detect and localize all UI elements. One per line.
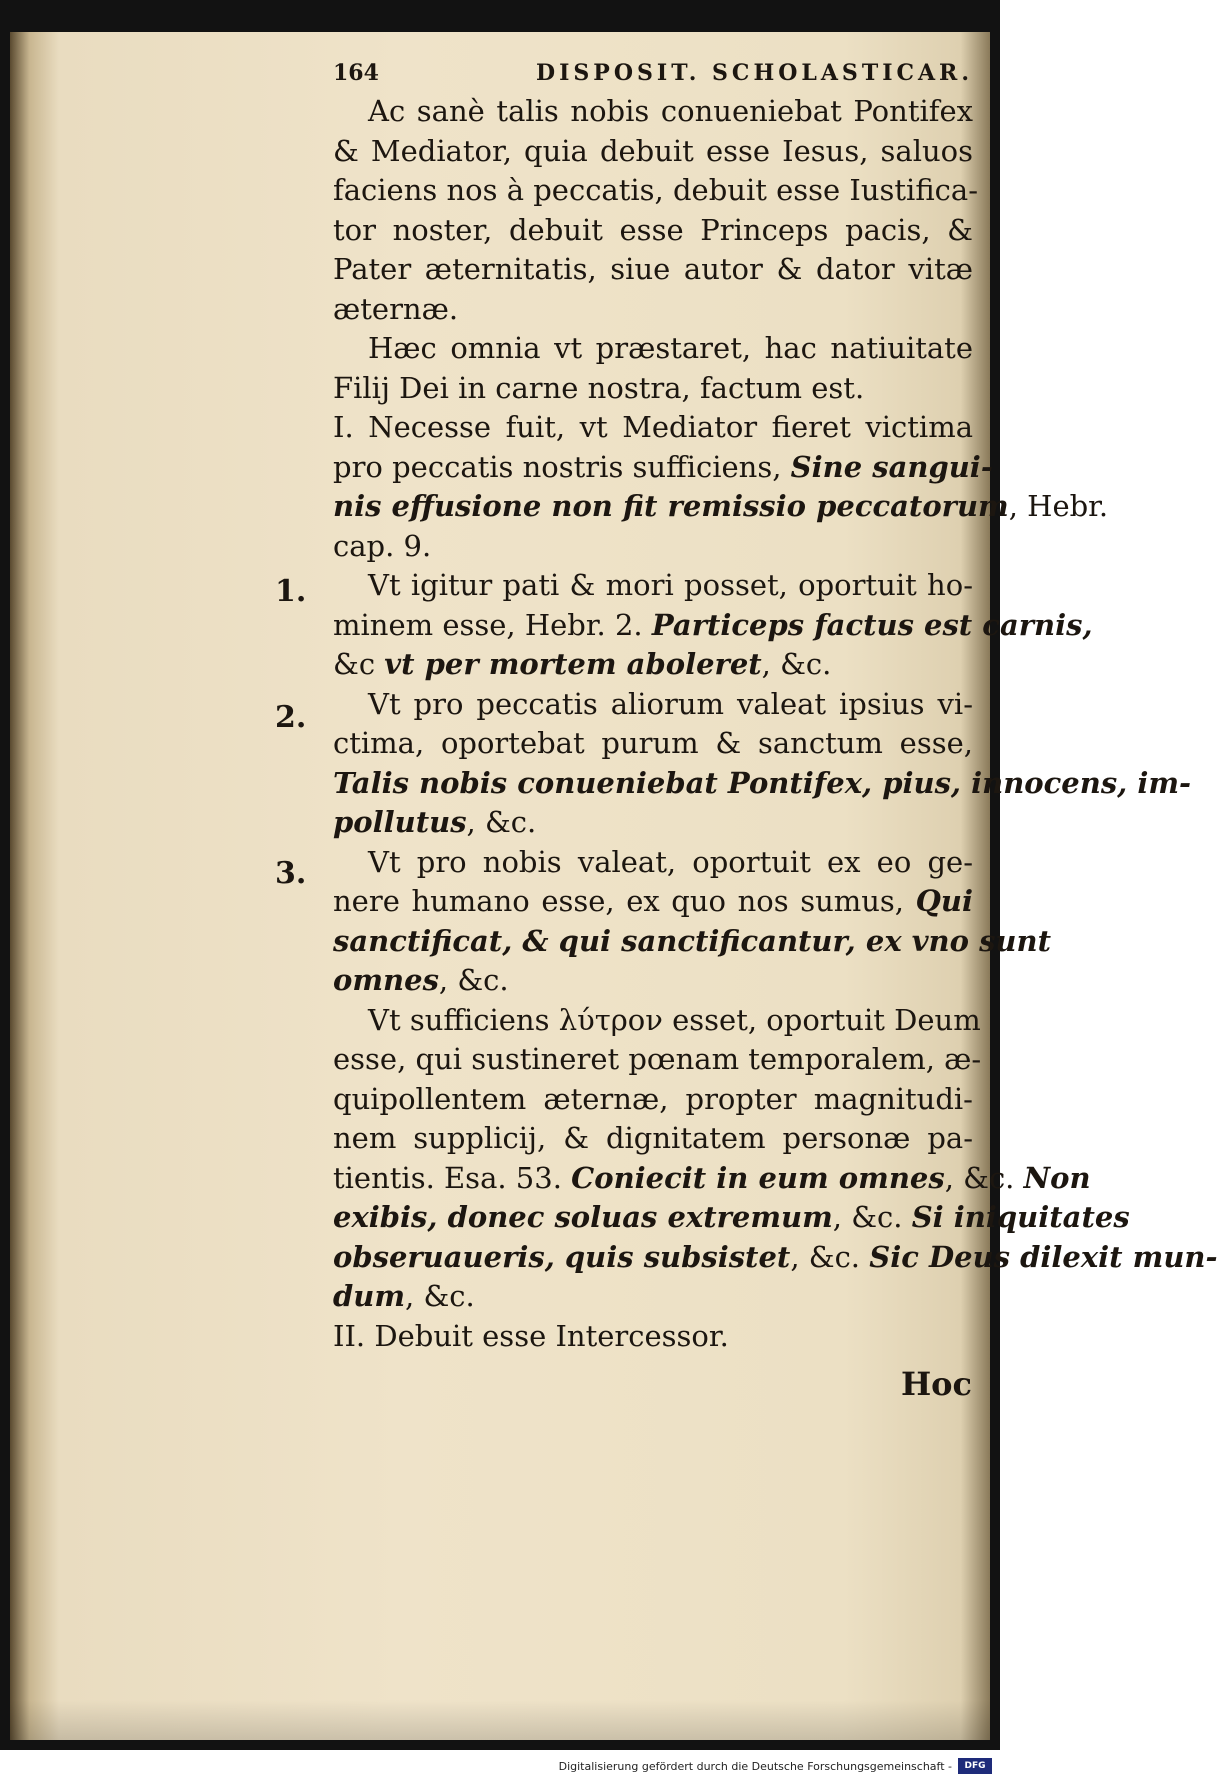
page-shadow	[10, 1700, 990, 1740]
text-line	[333, 487, 1109, 527]
italic-text-segment: dum	[333, 1279, 406, 1313]
italic-text-segment: Sic Deus dilexit mun-	[869, 1239, 1218, 1274]
italic-text-segment: Non	[1023, 1160, 1091, 1195]
text-line	[333, 329, 973, 369]
text-line	[333, 1277, 973, 1317]
text-segment: Filij Dei in carne nostra, factum est.	[333, 370, 865, 405]
text-segment: Vt pro nobis valeat, oportuit ex eo ge-	[368, 844, 973, 879]
text-segment: Vt igitur pati & mori posset, oportuit ho-	[368, 568, 973, 602]
text-segment: faciens nos à peccatis, debuit esse Iustifica-	[333, 173, 979, 207]
italic-text-segment: pollutus	[333, 805, 467, 839]
text-line	[333, 369, 973, 409]
text-line	[333, 171, 979, 211]
text-segment: &c	[333, 647, 385, 681]
text-line	[333, 1238, 1218, 1278]
text-segment: & Mediator, quia debuit esse Iesus, saluos	[333, 133, 973, 168]
text-line	[333, 645, 973, 685]
text-line	[333, 527, 973, 567]
text-segment: minem esse, Hebr. 2.	[333, 607, 652, 642]
text-segment: II. Debuit esse Intercessor.	[333, 1318, 729, 1353]
text-segment: tor noster, debuit esse Princeps pacis, &	[333, 212, 973, 247]
text-line	[333, 1001, 981, 1041]
text-line	[333, 1159, 1091, 1199]
text-line	[333, 132, 973, 172]
digitization-credit: Digitalisierung gefördert durch die Deutsche Forschungsgemeinschaft -	[558, 1760, 952, 1773]
text-segment: ctima, oportebat purum & sanctum esse,	[333, 726, 973, 760]
text-segment: cap. 9.	[333, 528, 432, 563]
italic-text-segment: omnes	[333, 963, 439, 997]
text-line	[333, 250, 973, 290]
text-line	[333, 843, 973, 883]
text-line	[333, 566, 973, 606]
text-line	[333, 961, 973, 1001]
margin-number-1: 1.	[275, 574, 307, 609]
italic-text-segment: Particeps factus est carnis,	[651, 607, 1093, 642]
text-line	[333, 764, 1192, 804]
text-segment: esse, qui sustineret pœnam temporalem, æ-	[333, 1042, 982, 1076]
italic-text-segment: obseruaueris, quis subsistet	[333, 1239, 791, 1274]
text-line	[333, 1119, 973, 1159]
footer-bar	[0, 1750, 1000, 1788]
text-segment: , &c.	[944, 1160, 1024, 1195]
italic-text-segment: Qui	[915, 884, 973, 918]
margin-number-2: 2.	[275, 700, 307, 735]
text-line	[333, 922, 1051, 962]
text-segment: Ac sanè talis nobis conueniebat Pontifex	[368, 94, 973, 128]
text-line	[333, 685, 973, 725]
dfg-logo: DFG	[958, 1758, 992, 1774]
text-segment: Vt pro peccatis aliorum valeat ipsius vi-	[368, 686, 973, 721]
page-text-block	[333, 60, 1218, 1356]
page-number: 164	[333, 60, 379, 86]
text-line	[333, 1198, 1130, 1238]
text-segment: nem supplicij, & dignitatem personæ pa-	[333, 1121, 973, 1155]
text-segment: Pater æternitatis, siue autor & dator vitæ	[333, 252, 973, 286]
text-segment: , &c.	[466, 805, 537, 839]
text-line	[333, 408, 973, 448]
text-line	[333, 448, 993, 488]
running-title: DISPOSIT. SCHOLASTICAR.	[536, 60, 973, 86]
text-segment: Vt sufficiens λύτρον esset, oportuit Deum	[368, 1002, 981, 1037]
text-line	[333, 1317, 973, 1357]
text-line	[333, 882, 973, 922]
text-segment: quipollentem æternæ, propter magnitudi-	[333, 1081, 973, 1116]
italic-text-segment: Talis nobis conueniebat Pontifex, pius, innocens, im-	[333, 765, 1192, 800]
text-segment: Hæc omnia vt præstaret, hac natiuitate	[368, 331, 973, 365]
margin-number-3: 3.	[275, 856, 307, 891]
text-line	[333, 92, 973, 132]
text-line	[333, 724, 973, 764]
text-segment: , &c.	[790, 1239, 870, 1274]
text-segment: nere humano esse, ex quo nos sumus,	[333, 884, 916, 918]
running-header	[333, 60, 973, 86]
text-segment: , &c.	[438, 963, 509, 997]
italic-text-segment: Coniecit in eum omnes	[571, 1160, 945, 1195]
text-segment: I. Necesse fuit, vt Mediator fieret victima	[333, 410, 973, 444]
text-line	[333, 803, 973, 843]
text-line	[333, 1080, 973, 1120]
italic-text-segment: exibis, donec soluas extremum	[333, 1200, 833, 1234]
text-segment: æternæ.	[333, 291, 459, 326]
text-segment: pro peccatis nostris sufficiens,	[333, 449, 791, 484]
text-line	[333, 211, 973, 251]
text-line	[333, 606, 1093, 646]
italic-text-segment: Sine sangui-	[790, 449, 993, 484]
text-segment: , &c.	[405, 1279, 475, 1313]
body-text	[333, 92, 1218, 1356]
italic-text-segment: nis effusione non fit remissio peccatorum	[333, 489, 1009, 523]
text-segment: tientis. Esa. 53.	[333, 1160, 572, 1195]
italic-text-segment: vt per mortem aboleret	[384, 647, 762, 681]
italic-text-segment: Si iniquitates	[911, 1200, 1130, 1234]
text-segment: , &c.	[761, 647, 832, 681]
text-segment: , &c.	[832, 1200, 912, 1234]
text-segment: , Hebr.	[1008, 489, 1109, 523]
catchword: Hoc	[900, 1365, 972, 1403]
italic-text-segment: sanctificat, & qui sanctificantur, ex vno sunt	[333, 923, 1051, 958]
text-line	[333, 290, 973, 330]
text-line	[333, 1040, 982, 1080]
